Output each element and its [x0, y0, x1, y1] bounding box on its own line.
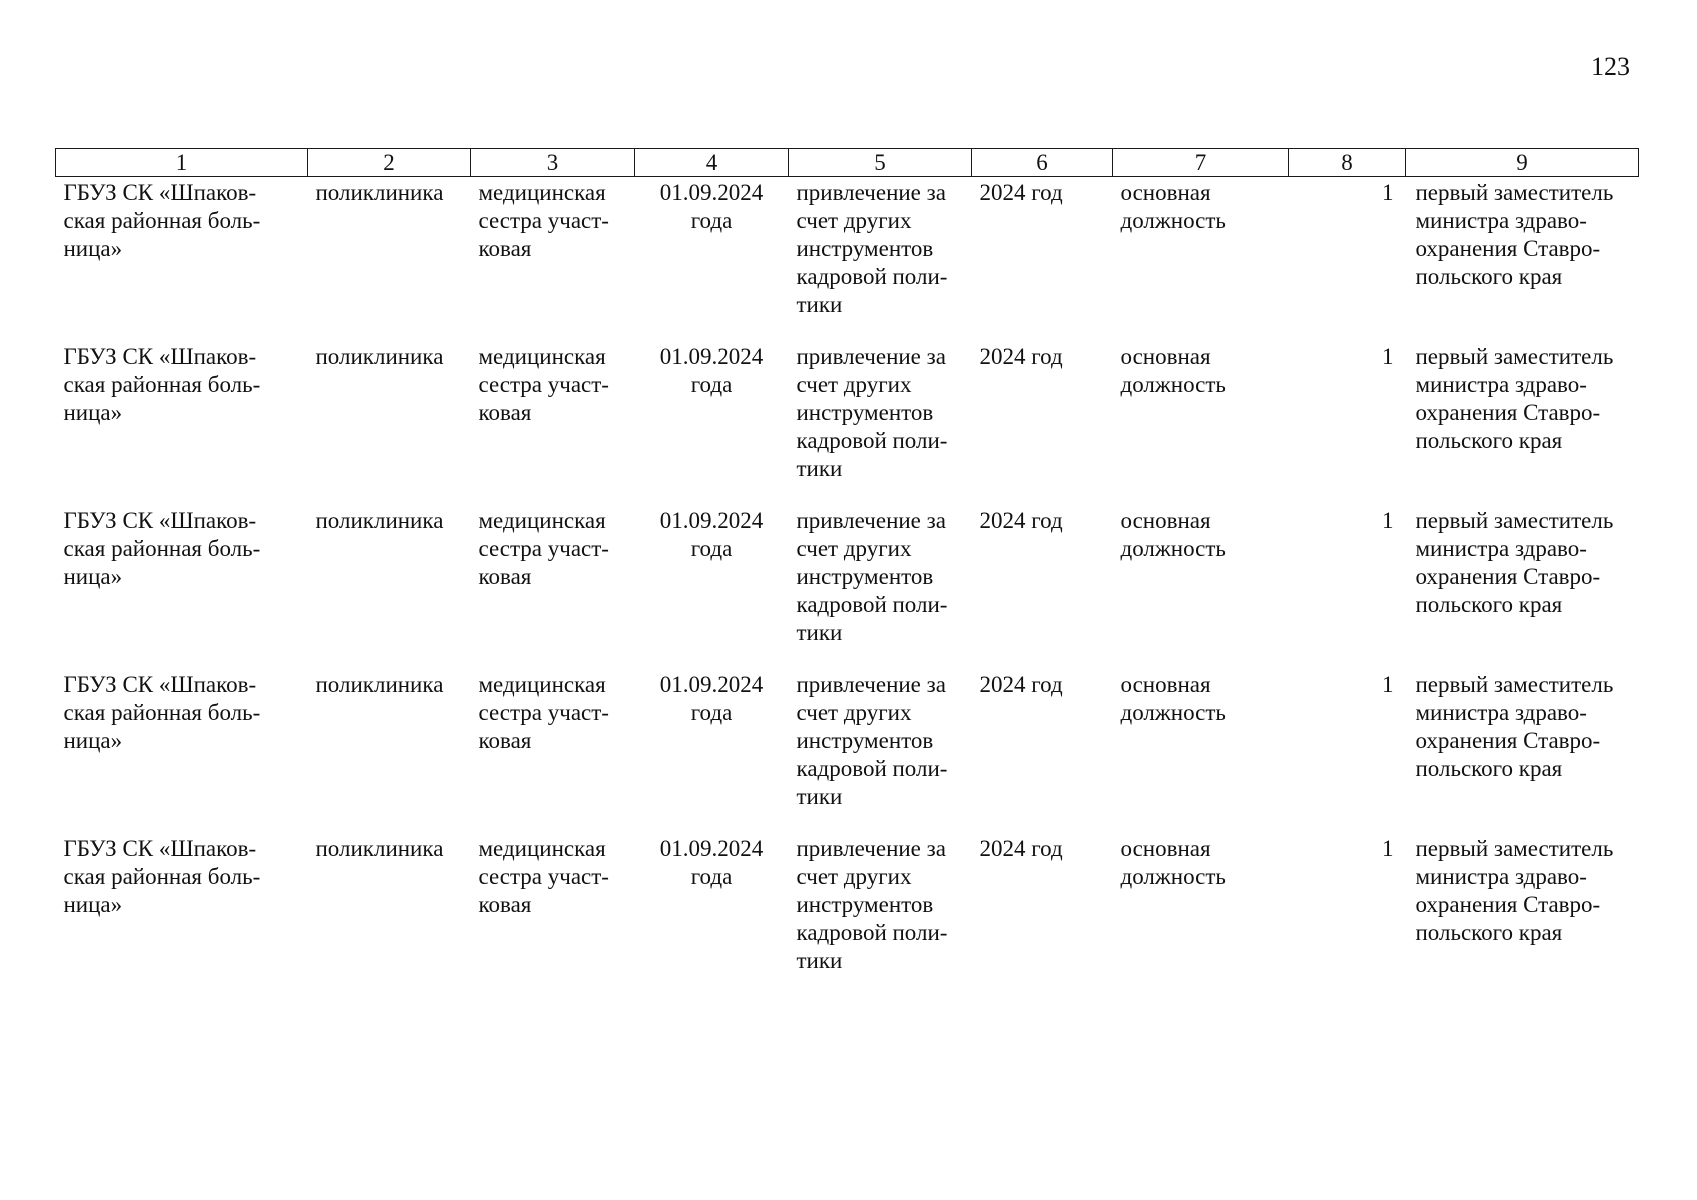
cell-text-line: охранения Ставро-: [1415, 563, 1601, 589]
cell-text-line: тики: [796, 947, 843, 973]
position-type-cell: [1113, 833, 1289, 997]
position-cell: [471, 341, 635, 505]
period-cell: [972, 669, 1113, 833]
organization-cell: [56, 177, 308, 341]
date-cell: [635, 833, 789, 997]
cell-text-line: министра здраво-: [1415, 535, 1587, 561]
cell-text-line: ская районная боль-: [63, 535, 261, 561]
cell-text-line: медицинская: [478, 835, 606, 861]
cell-text-line: тики: [796, 292, 843, 317]
cell-text-line: инструментов: [796, 727, 934, 753]
cell-text-line: счет других: [796, 371, 912, 397]
cell-text-line: кадровой поли-: [796, 919, 948, 945]
cell-text-line: польского края: [1415, 427, 1563, 453]
cell-text-line: должность: [1120, 863, 1226, 889]
position-type-cell: [1113, 669, 1289, 833]
position-type-cell: [1113, 341, 1289, 505]
cell-text-line: медицинская: [478, 180, 606, 205]
cell-text-line: первый заместитель: [1415, 507, 1614, 533]
page-number: 123: [1591, 52, 1630, 81]
cell-text-line: министра здраво-: [1415, 208, 1587, 233]
cell-text-line: ГБУЗ СК «Шпаков-: [63, 671, 257, 697]
cell-text-line: счет других: [796, 863, 912, 889]
cell-text-line: польского края: [1415, 264, 1563, 289]
cell-text-line: основная: [1120, 343, 1211, 369]
header-cell-7: 7: [1113, 149, 1289, 177]
cell-text-line: года: [690, 371, 733, 397]
cell-text-line: 2024 год: [979, 671, 1063, 697]
period-cell: [972, 341, 1113, 505]
cell-text-line: должность: [1120, 699, 1226, 725]
cell-text-line: 1: [1382, 343, 1394, 369]
responsible-cell: [1406, 505, 1639, 669]
cell-text-line: привлечение за: [796, 343, 946, 369]
department-cell: [308, 341, 471, 505]
cell-text-line: кадровой поли-: [796, 427, 948, 453]
period-cell: [972, 177, 1113, 341]
cell-text-line: 1: [1382, 507, 1394, 533]
header-cell-2: 2: [308, 149, 471, 177]
position-type-cell: [1113, 505, 1289, 669]
cell-text-line: года: [690, 863, 733, 889]
cell-text-line: должность: [1120, 535, 1226, 561]
department-cell: [308, 177, 471, 341]
cell-text-line: должность: [1120, 208, 1226, 233]
cell-text-line: 1: [1382, 835, 1394, 861]
cell-text-line: ковая: [478, 891, 532, 917]
cell-text-line: охранения Ставро-: [1415, 236, 1601, 261]
count-cell: [1289, 341, 1406, 505]
position-type-cell: [1113, 177, 1289, 341]
cell-text-line: кадровой поли-: [796, 591, 948, 617]
cell-text-line: привлечение за: [796, 507, 946, 533]
cell-text-line: 1: [1382, 180, 1394, 205]
position-cell: [471, 505, 635, 669]
cell-text-line: ковая: [478, 563, 532, 589]
header-cell-6: 6: [972, 149, 1113, 177]
header-cell-8: 8: [1289, 149, 1406, 177]
cell-text-line: польского края: [1415, 591, 1563, 617]
cell-text-line: первый заместитель: [1415, 180, 1614, 205]
method-cell: [789, 669, 972, 833]
department-cell: [308, 833, 471, 997]
cell-text-line: медицинская: [478, 671, 606, 697]
cell-text-line: ская районная боль-: [63, 371, 261, 397]
organization-cell: [56, 341, 308, 505]
responsible-cell: [1406, 341, 1639, 505]
organization-cell: [56, 669, 308, 833]
cell-text-line: министра здраво-: [1415, 699, 1587, 725]
cell-text-line: поликлиника: [315, 507, 444, 533]
cell-text-line: ская районная боль-: [63, 208, 261, 233]
department-cell: [308, 505, 471, 669]
cell-text-line: ская районная боль-: [63, 863, 261, 889]
cell-text-line: привлечение за: [796, 671, 946, 697]
cell-text-line: инструментов: [796, 399, 934, 425]
method-cell: [789, 177, 972, 341]
date-cell: [635, 341, 789, 505]
cell-text-line: должность: [1120, 371, 1226, 397]
cell-text-line: 2024 год: [979, 835, 1063, 861]
cell-text-line: первый заместитель: [1415, 343, 1614, 369]
table-body: [56, 177, 1639, 997]
cell-text-line: ница»: [63, 399, 123, 425]
cell-text-line: 01.09.2024: [659, 180, 764, 205]
cell-text-line: 2024 год: [979, 343, 1063, 369]
cell-text-line: основная: [1120, 671, 1211, 697]
cell-text-line: медицинская: [478, 507, 606, 533]
cell-text-line: первый заместитель: [1415, 835, 1614, 861]
cell-text-line: ская районная боль-: [63, 699, 261, 725]
responsible-cell: [1406, 669, 1639, 833]
cell-text-line: сестра участ-: [478, 535, 609, 561]
header-cell-1: 1: [56, 149, 308, 177]
date-cell: [635, 177, 789, 341]
responsible-cell: [1406, 833, 1639, 997]
organization-cell: [56, 505, 308, 669]
cell-text-line: ГБУЗ СК «Шпаков-: [63, 507, 257, 533]
table-row: [56, 669, 1639, 833]
cell-text-line: охранения Ставро-: [1415, 399, 1601, 425]
header-cell-9: 9: [1406, 149, 1639, 177]
cell-text-line: тики: [796, 619, 843, 645]
cell-text-line: польского края: [1415, 755, 1563, 781]
table-row: [56, 177, 1639, 341]
table-row: [56, 341, 1639, 505]
count-cell: [1289, 177, 1406, 341]
cell-text-line: тики: [796, 455, 843, 481]
data-table: [55, 148, 1639, 997]
cell-text-line: счет других: [796, 208, 912, 233]
cell-text-line: поликлиника: [315, 180, 444, 205]
cell-text-line: 1: [1382, 671, 1394, 697]
header-row: [56, 149, 1639, 177]
cell-text-line: года: [690, 208, 733, 233]
cell-text-line: ковая: [478, 727, 532, 753]
method-cell: [789, 833, 972, 997]
method-cell: [789, 341, 972, 505]
cell-text-line: первый заместитель: [1415, 671, 1614, 697]
cell-text-line: 01.09.2024: [659, 835, 764, 861]
department-cell: [308, 669, 471, 833]
cell-text-line: основная: [1120, 180, 1211, 205]
cell-text-line: сестра участ-: [478, 699, 609, 725]
cell-text-line: 01.09.2024: [659, 343, 764, 369]
table-header: [56, 149, 1639, 177]
period-cell: [972, 833, 1113, 997]
date-cell: [635, 669, 789, 833]
cell-text-line: ГБУЗ СК «Шпаков-: [63, 180, 257, 205]
cell-text-line: сестра участ-: [478, 863, 609, 889]
cell-text-line: кадровой поли-: [796, 264, 948, 289]
header-cell-4: 4: [635, 149, 789, 177]
cell-text-line: счет других: [796, 699, 912, 725]
cell-text-line: ница»: [63, 727, 123, 753]
cell-text-line: инструментов: [796, 891, 934, 917]
cell-text-line: ница»: [63, 236, 123, 261]
cell-text-line: поликлиника: [315, 343, 444, 369]
cell-text-line: тики: [796, 783, 843, 809]
cell-text-line: основная: [1120, 507, 1211, 533]
period-cell: [972, 505, 1113, 669]
position-cell: [471, 833, 635, 997]
cell-text-line: привлечение за: [796, 835, 946, 861]
cell-text-line: министра здраво-: [1415, 863, 1587, 889]
count-cell: [1289, 833, 1406, 997]
cell-text-line: польского края: [1415, 919, 1563, 945]
cell-text-line: года: [690, 699, 733, 725]
cell-text-line: сестра участ-: [478, 371, 609, 397]
cell-text-line: ковая: [478, 399, 532, 425]
cell-text-line: ГБУЗ СК «Шпаков-: [63, 835, 257, 861]
cell-text-line: кадровой поли-: [796, 755, 948, 781]
position-cell: [471, 669, 635, 833]
cell-text-line: 2024 год: [979, 507, 1063, 533]
cell-text-line: счет других: [796, 535, 912, 561]
cell-text-line: инструментов: [796, 563, 934, 589]
cell-text-line: охранения Ставро-: [1415, 891, 1601, 917]
cell-text-line: поликлиника: [315, 835, 444, 861]
cell-text-line: ГБУЗ СК «Шпаков-: [63, 343, 257, 369]
cell-text-line: ница»: [63, 563, 123, 589]
position-cell: [471, 177, 635, 341]
table-row: [56, 505, 1639, 669]
cell-text-line: министра здраво-: [1415, 371, 1587, 397]
method-cell: [789, 505, 972, 669]
cell-text-line: медицинская: [478, 343, 606, 369]
responsible-cell: [1406, 177, 1639, 341]
organization-cell: [56, 833, 308, 997]
count-cell: [1289, 505, 1406, 669]
cell-text-line: 2024 год: [979, 180, 1063, 205]
cell-text-line: охранения Ставро-: [1415, 727, 1601, 753]
cell-text-line: инструментов: [796, 236, 934, 261]
header-cell-3: 3: [471, 149, 635, 177]
header-cell-5: 5: [789, 149, 972, 177]
count-cell: [1289, 669, 1406, 833]
cell-text-line: основная: [1120, 835, 1211, 861]
cell-text-line: ковая: [478, 236, 532, 261]
cell-text-line: ница»: [63, 891, 123, 917]
cell-text-line: года: [690, 535, 733, 561]
cell-text-line: привлечение за: [796, 180, 946, 205]
date-cell: [635, 505, 789, 669]
cell-text-line: 01.09.2024: [659, 507, 764, 533]
table-row: [56, 833, 1639, 997]
cell-text-line: 01.09.2024: [659, 671, 764, 697]
cell-text-line: сестра участ-: [478, 208, 609, 233]
cell-text-line: поликлиника: [315, 671, 444, 697]
